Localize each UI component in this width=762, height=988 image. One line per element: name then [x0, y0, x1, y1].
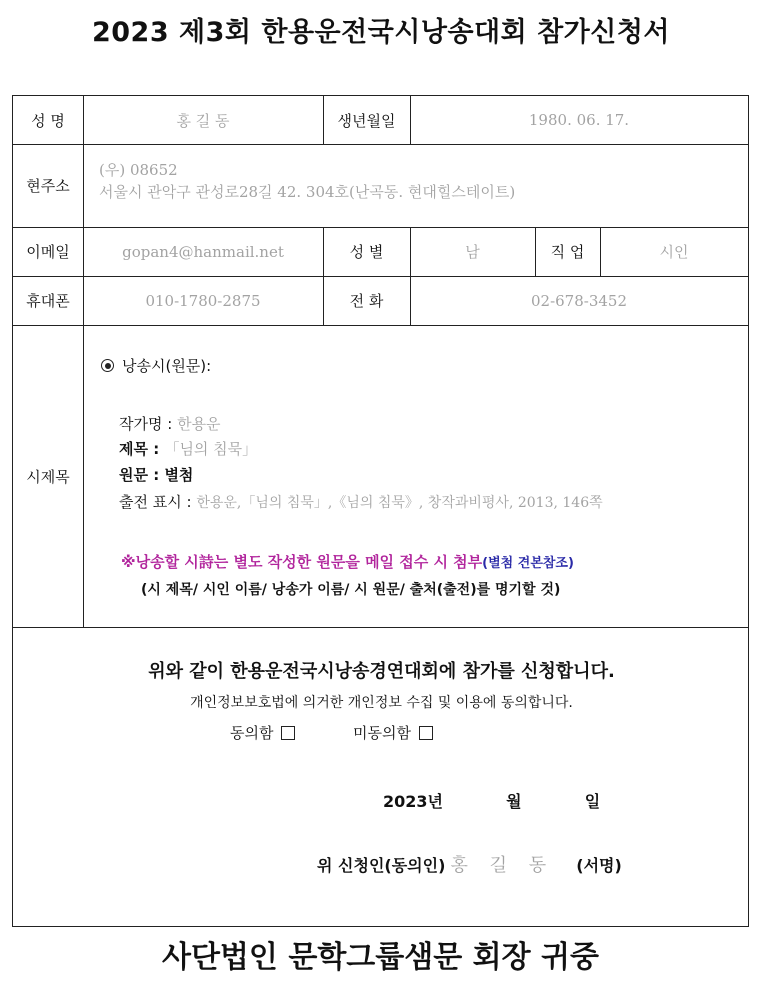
birth-label: 생년월일	[337, 111, 396, 130]
disagree-label: 미동의함	[353, 724, 412, 742]
date-year: 2023년	[383, 792, 443, 811]
notice-detail: (시 제목/ 시인 이름/ 낭송가 이름/ 시 원문/ 출처(출전)를 명기할 것)	[141, 582, 561, 598]
notice-reference: (별첨 견본참조)	[482, 556, 574, 571]
applicant-line	[317, 851, 622, 877]
mobile-field[interactable]: 010-1780-2875	[145, 291, 261, 310]
original-value: 별첨	[164, 466, 194, 484]
source-value[interactable]: 한용운,「님의 침묵」,《님의 침묵》, 창작과비평사, 2013, 146쪽	[196, 495, 603, 511]
signature-label: (서명)	[576, 856, 622, 875]
privacy-consent-text: 개인정보보호법에 의거한 개인정보 수집 및 이용에 동의합니다.	[190, 695, 573, 711]
gender-field[interactable]: 남	[465, 243, 480, 261]
address-field[interactable]	[99, 159, 515, 203]
birth-field[interactable]: 1980. 06. 17.	[528, 111, 630, 129]
gender-label: 성 별	[349, 243, 384, 261]
email-label: 이메일	[26, 243, 70, 261]
address-value: 서울시 관악구 관성로28길 42. 304호(난곡동. 현대힐스테이트)	[99, 183, 516, 201]
date-day[interactable]: 일	[584, 792, 601, 811]
radio-selected-icon[interactable]	[101, 359, 114, 372]
poem-label: 시제목	[26, 467, 70, 486]
address-zip: (우) 08652	[99, 161, 178, 179]
phone-field[interactable]: 02-678-3452	[530, 291, 628, 310]
phone-label: 전 화	[349, 292, 384, 310]
consent-options	[230, 722, 433, 743]
poem-title-value[interactable]: 「님의 침묵」	[164, 440, 258, 458]
name-label: 성 명	[31, 111, 65, 130]
poem-title-label: 제목 :	[119, 440, 160, 458]
disagree-checkbox-icon[interactable]	[419, 726, 433, 740]
declaration-main: 위와 같이 한용운전국시낭송경연대회에 참가를 신청합니다.	[148, 661, 615, 682]
job-label: 직 업	[550, 243, 585, 261]
date-month[interactable]: 월	[506, 792, 522, 811]
application-form	[12, 95, 749, 927]
agree-checkbox-icon[interactable]	[281, 726, 295, 740]
address-label: 현주소	[26, 177, 70, 195]
mobile-label: 휴대폰	[26, 292, 70, 310]
page-title: 2023 제3회 한용운전국시낭송대회 참가신청서	[91, 17, 671, 48]
source-label: 출전 표시 :	[119, 493, 192, 511]
poem-option-label: 낭송시(원문):	[122, 357, 212, 375]
applicant-label: 위 신청인(동의인)	[317, 856, 446, 875]
author-label: 작가명 :	[119, 415, 173, 433]
date-line	[383, 789, 600, 812]
original-label: 원문 :	[119, 466, 160, 484]
author-value[interactable]: 한용운	[177, 415, 221, 433]
agree-label: 동의함	[230, 724, 274, 742]
job-field[interactable]: 시인	[659, 243, 689, 261]
name-field[interactable]: 홍 길 동	[176, 111, 230, 130]
applicant-name[interactable]: 홍 길 동	[450, 855, 555, 876]
submission-notice: ※낭송할 시詩는 별도 작성한 원문을 메일 접수 시 첨부	[121, 553, 483, 571]
recipient-footer: 사단법인 문학그룹샘문 회장 귀중	[161, 940, 600, 975]
email-field[interactable]: gopan4@hanmail.net	[122, 242, 284, 261]
